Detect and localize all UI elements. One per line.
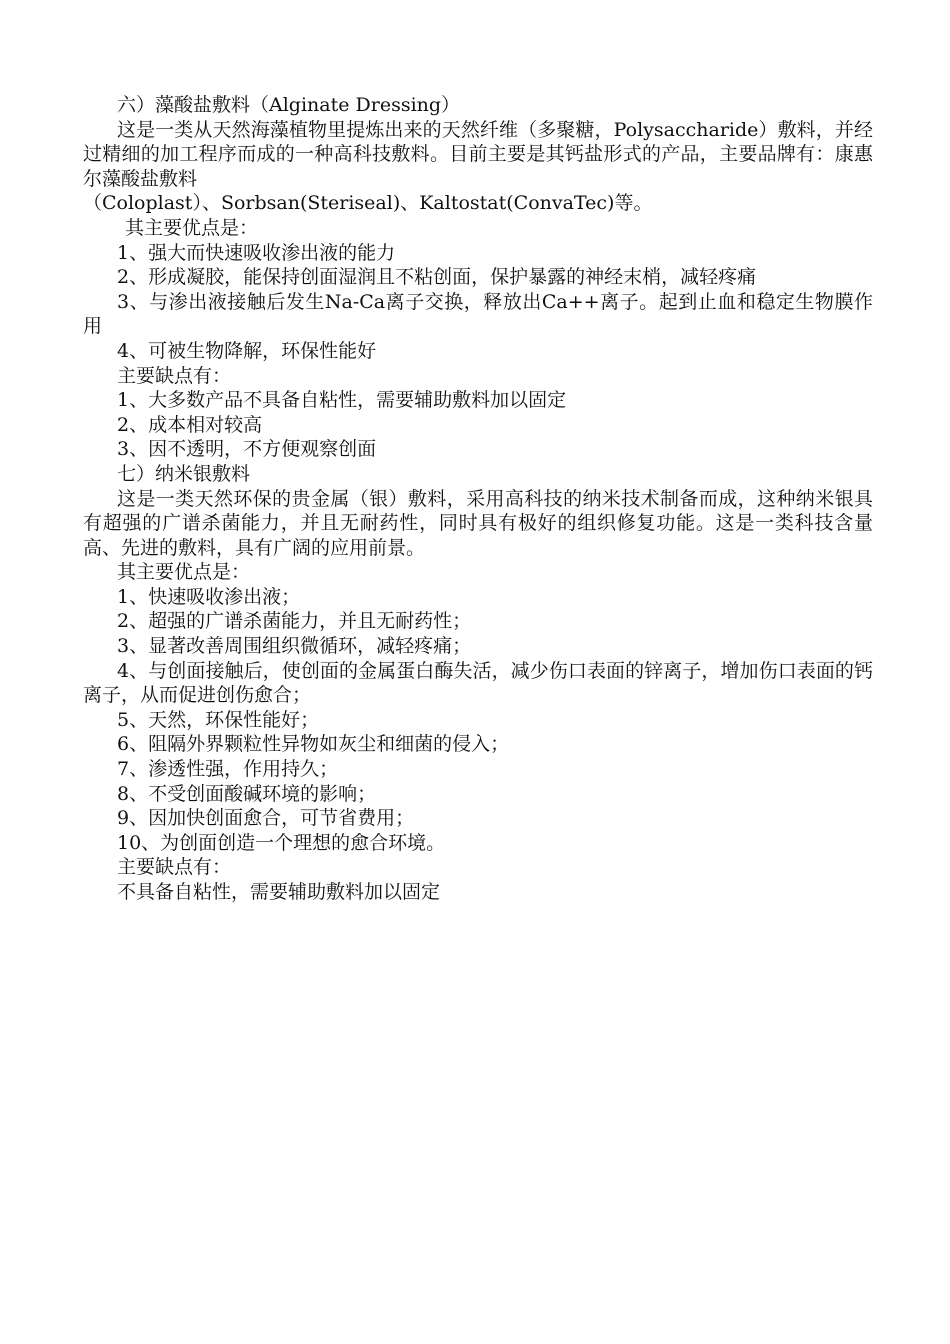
advantage-item: 4、与创面接触后，使创面的金属蛋白酶失活，减少伤口表面的锌离子，增加伤口表面的钙离子，从而促进创伤愈合； bbox=[83, 659, 873, 707]
disadvantage-item: 3、因不透明，不方便观察创面 bbox=[117, 438, 377, 461]
disadvantage-item: 2、成本相对较高 bbox=[117, 413, 263, 436]
advantages-label: 其主要优点是： bbox=[125, 216, 259, 239]
advantage-item: 6、阻隔外界颗粒性异物如灰尘和细菌的侵入； bbox=[117, 733, 510, 756]
disadvantages-label: 主要缺点有： bbox=[117, 364, 232, 387]
disadvantages-label: 主要缺点有： bbox=[117, 856, 232, 879]
advantage-item: 3、显著改善周围组织微循环，减轻疼痛； bbox=[117, 635, 472, 658]
advantage-item: 1、快速吸收渗出液； bbox=[117, 585, 301, 608]
advantage-item: 4、可被生物降解，环保性能好 bbox=[117, 339, 377, 362]
advantage-item: 8、不受创面酸碱环境的影响； bbox=[117, 782, 377, 805]
section-heading-nano-silver: 七）纳米银敷料 bbox=[117, 462, 251, 485]
advantage-item: 2、形成凝胶，能保持创面湿润且不粘创面，保护暴露的神经末梢，减轻疼痛 bbox=[117, 266, 757, 289]
advantages-label: 其主要优点是： bbox=[117, 561, 251, 584]
section-intro-alginate-brands: （Coloplast）、Sorbsan(Steriseal)、Kaltostat(ConvaTec)等。 bbox=[83, 192, 653, 215]
advantage-item: 9、因加快创面愈合，可节省费用； bbox=[117, 807, 415, 830]
section-intro-alginate: 这是一类从天然海藻植物里提炼出来的天然纤维（多聚糖，Polysaccharide）敷料，并经过精细的加工程序而成的一种高科技敷料。目前主要是其钙盐形式的产品，主要品牌有：康惠尔藻酸盐敷料 bbox=[83, 118, 873, 190]
advantage-item: 5、天然，环保性能好； bbox=[117, 708, 320, 731]
document-body bbox=[83, 93, 873, 905]
advantage-item: 2、超强的广谱杀菌能力，并且无耐药性； bbox=[117, 610, 472, 633]
advantage-item: 1、强大而快速吸收渗出液的能力 bbox=[117, 241, 396, 264]
disadvantage-item: 不具备自粘性，需要辅助敷料加以固定 bbox=[117, 881, 441, 903]
advantage-item: 10、为创面创造一个理想的愈合环境。 bbox=[117, 831, 446, 854]
advantage-item: 3、与渗出液接触后发生Na-Ca离子交换，释放出Ca++离子。起到止血和稳定生物膜作用 bbox=[83, 290, 873, 338]
section-heading-alginate: 六）藻酸盐敷料（Alginate Dressing） bbox=[117, 94, 461, 116]
section-intro-nano-silver: 这是一类天然环保的贵金属（银）敷料，采用高科技的纳米技术制备而成，这种纳米银具有超强的广谱杀菌能力，并且无耐药性，同时具有极好的组织修复功能。这是一类科技含量高、先进的敷料，具有广阔的应用前景。 bbox=[83, 487, 873, 559]
disadvantage-item: 1、大多数产品不具备自粘性，需要辅助敷料加以固定 bbox=[117, 389, 567, 412]
advantage-item: 7、渗透性强，作用持久； bbox=[117, 758, 339, 781]
